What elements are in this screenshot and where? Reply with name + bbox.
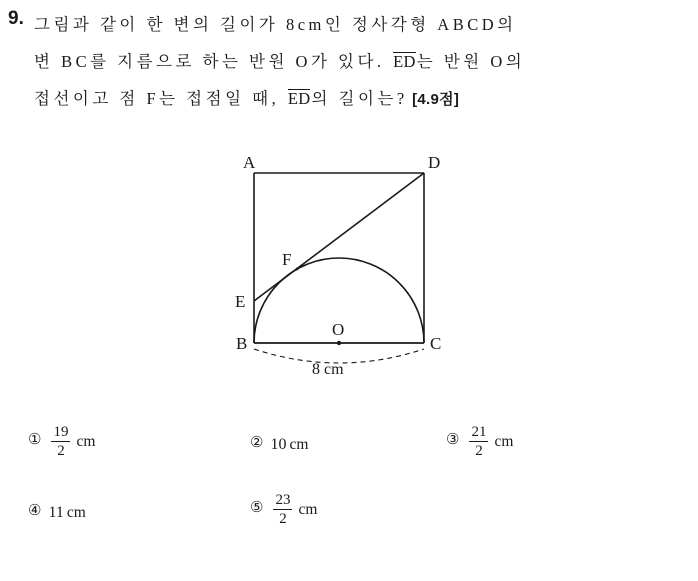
label-c: C — [430, 334, 442, 353]
label-e: E — [235, 292, 246, 311]
choice-4[interactable] — [28, 501, 86, 522]
choice-3-denominator: 2 — [475, 443, 483, 460]
question-block — [8, 6, 680, 118]
choice-2[interactable] — [250, 433, 308, 454]
center-point-o — [337, 341, 341, 345]
choice-5-marker: ⑤ — [250, 500, 264, 517]
choice-2-marker: ② — [250, 435, 264, 451]
choice-1-unit: cm — [76, 433, 96, 451]
choice-5-fraction — [273, 492, 292, 527]
question-line-1 — [34, 6, 680, 43]
question-line-3 — [34, 80, 680, 118]
label-a: A — [243, 153, 256, 172]
question-line-3-text-a: 접선이고 점 F는 접점일 때, — [34, 89, 287, 108]
label-b: B — [236, 334, 248, 353]
choice-3-fraction — [469, 424, 488, 459]
label-o: O — [332, 320, 345, 339]
choice-5[interactable] — [250, 493, 317, 528]
dimension-label: 8 cm — [312, 361, 344, 378]
geometry-svg — [206, 150, 506, 400]
label-d: D — [428, 153, 441, 172]
question-line-2-text-a: 변 BC를 지름으로 하는 반원 O가 있다. — [34, 52, 393, 71]
question-score: [4.9점] — [412, 91, 460, 108]
choice-3-marker: ③ — [446, 432, 460, 449]
geometry-figure — [206, 150, 506, 400]
choice-2-value: 10 — [270, 436, 287, 453]
choice-4-value: 11 — [48, 504, 64, 521]
question-line-2-text-b: 는 반원 O의 — [416, 52, 526, 71]
segment-ed-overline-1: ED — [393, 52, 416, 71]
choice-5-denominator: 2 — [279, 511, 287, 528]
question-line-3-text-b: 의 길이는? — [311, 89, 408, 108]
choice-4-unit: cm — [66, 504, 86, 521]
choice-1-fraction — [51, 424, 70, 459]
question-number: 9. — [8, 8, 24, 29]
choice-1-marker: ① — [28, 432, 42, 449]
choice-3[interactable] — [446, 425, 513, 460]
choice-5-numerator: 23 — [273, 492, 292, 510]
segment-ed-overline-2: ED — [287, 89, 311, 108]
question-line-2 — [34, 43, 680, 80]
question-line-1-text: 그림과 같이 한 변의 길이가 8cm인 정사각형 ABCD의 — [34, 15, 517, 34]
question-text — [34, 6, 680, 118]
choice-2-unit: cm — [289, 436, 309, 453]
choice-1-numerator: 19 — [51, 424, 70, 442]
choice-1[interactable] — [28, 425, 95, 460]
choice-3-numerator: 21 — [469, 424, 488, 442]
choice-4-marker: ④ — [28, 503, 42, 519]
tangent-point-f — [296, 268, 299, 271]
choice-3-unit: cm — [494, 433, 514, 451]
choice-1-denominator: 2 — [57, 443, 65, 460]
label-f: F — [282, 250, 292, 269]
choice-5-unit: cm — [298, 501, 318, 519]
